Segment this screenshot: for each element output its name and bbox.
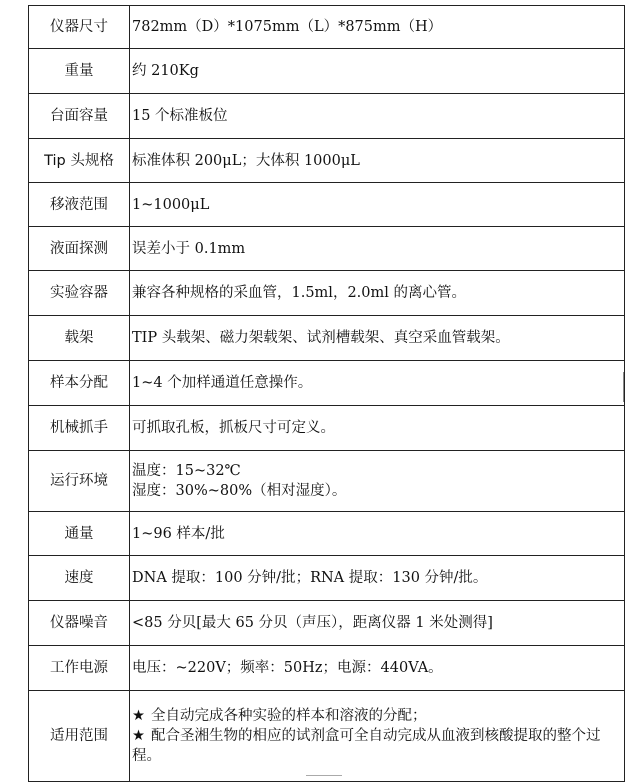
text-cursor (623, 372, 624, 402)
table-row-environment (29, 451, 625, 512)
temperature-text: 温度：15~32℃ (132, 463, 241, 479)
table-row-liquid-detection (29, 227, 625, 271)
row-value: 15 个标准板位 (130, 94, 625, 139)
row-label: 运行环境 (29, 451, 130, 512)
row-label: 液面探测 (29, 227, 130, 271)
row-value: <85 分贝[最大 65 分贝（声压），距离仪器 1 米处测得] (130, 601, 625, 646)
application-item (132, 726, 618, 766)
row-label: 工作电源 (29, 646, 130, 691)
application-text-2: 配合圣湘生物的相应的试剂盒可全自动完成从血液到核酸提取的整个过程。 (132, 728, 601, 764)
row-label: 样本分配 (29, 361, 130, 406)
row-label: 重量 (29, 49, 130, 94)
row-value: DNA 提取：100 分钟/批；RNA 提取：130 分钟/批。 (130, 556, 625, 601)
row-label: 仪器尺寸 (29, 6, 130, 49)
table-row-throughput (29, 512, 625, 556)
row-value: 电压：~220V；频率：50Hz；电源：440VA。 (130, 646, 625, 691)
table-row-carriers (29, 316, 625, 361)
row-label: Tip 头规格 (29, 139, 130, 183)
row-label: 适用范围 (29, 691, 130, 782)
humidity-text: 湿度：30%~80%（相对湿度）。 (132, 483, 347, 499)
row-value: 1~96 样本/批 (130, 512, 625, 556)
star-icon: ★ (132, 728, 145, 744)
row-value: 1~4 个加样通道任意操作。 (130, 361, 625, 406)
spec-sheet (28, 5, 625, 782)
application-text-1: 全自动完成各种实验的样本和溶液的分配； (151, 708, 427, 724)
row-value (130, 691, 625, 782)
row-label: 仪器噪音 (29, 601, 130, 646)
table-row-dimensions (29, 6, 625, 49)
table-row-tip-spec (29, 139, 625, 183)
row-label: 台面容量 (29, 94, 130, 139)
table-row-power (29, 646, 625, 691)
row-value: 782mm（D）*1075mm（L）*875mm（H） (130, 6, 625, 49)
row-label: 载架 (29, 316, 130, 361)
table-row-application (29, 691, 625, 782)
table-row-sample-distribution (29, 361, 625, 406)
spec-table (28, 5, 625, 782)
row-value: 标准体积 200μL；大体积 1000μL (130, 139, 625, 183)
row-value: 可抓取孔板，抓板尺寸可定义。 (130, 406, 625, 451)
row-label: 速度 (29, 556, 130, 601)
table-row-pipetting-range (29, 183, 625, 227)
row-value: 兼容各种规格的采血管，1.5ml，2.0ml 的离心管。 (130, 271, 625, 316)
star-icon: ★ (132, 708, 145, 724)
row-value: 误差小于 0.1mm (130, 227, 625, 271)
application-item (132, 706, 618, 726)
table-row-noise (29, 601, 625, 646)
row-label: 通量 (29, 512, 130, 556)
row-value: TIP 头载架、磁力架载架、试剂槽载架、真空采血管载架。 (130, 316, 625, 361)
table-row-containers (29, 271, 625, 316)
row-value (130, 451, 625, 512)
row-value: 约 210Kg (130, 49, 625, 94)
row-value: 1~1000μL (130, 183, 625, 227)
table-row-weight (29, 49, 625, 94)
row-label: 机械抓手 (29, 406, 130, 451)
row-label: 实验容器 (29, 271, 130, 316)
table-row-speed (29, 556, 625, 601)
table-row-deck-capacity (29, 94, 625, 139)
row-label: 移液范围 (29, 183, 130, 227)
table-row-gripper (29, 406, 625, 451)
